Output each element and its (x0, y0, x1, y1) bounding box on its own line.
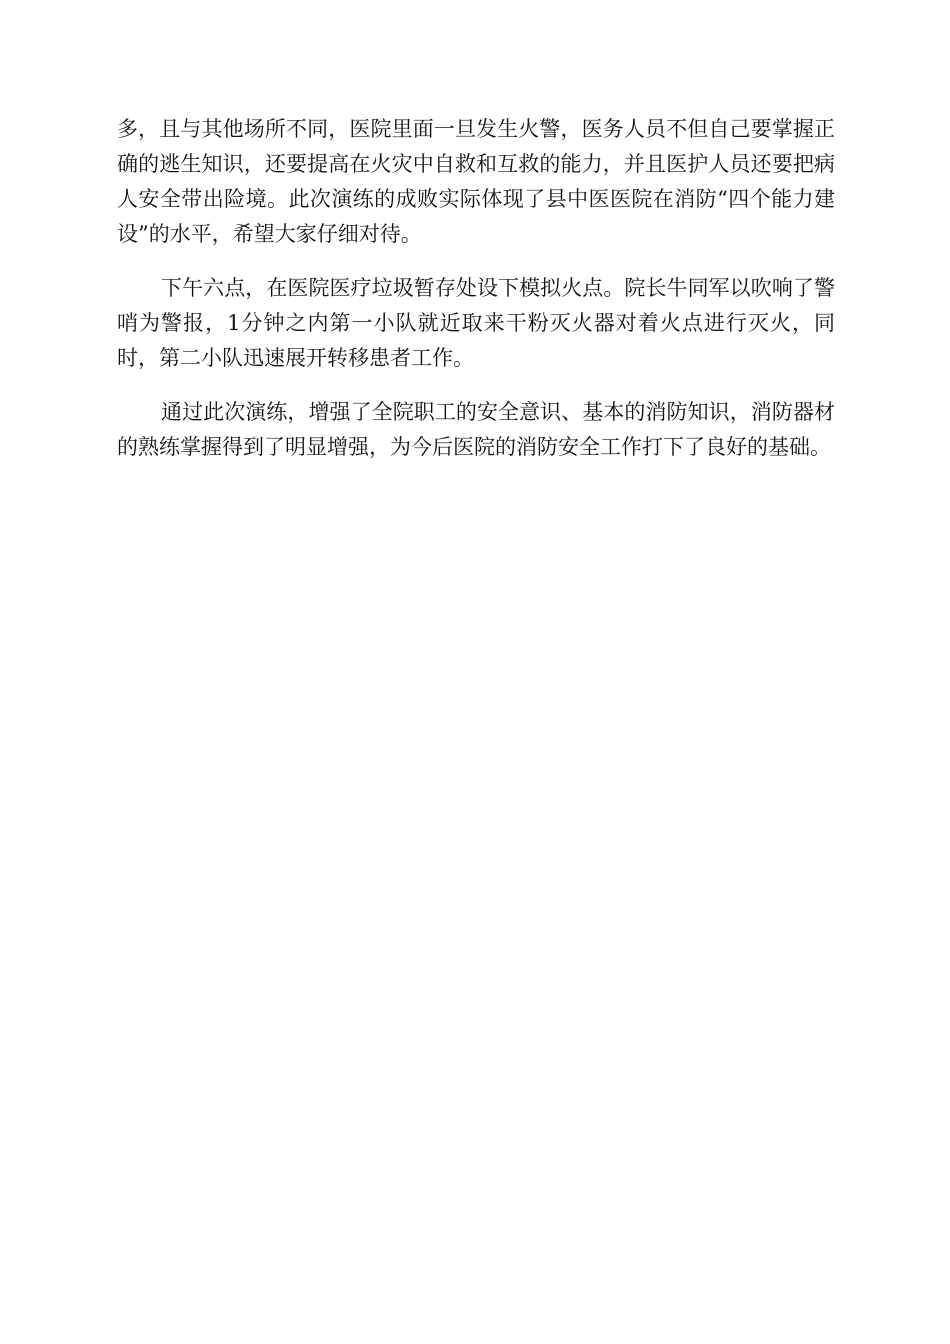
paragraph-conclusion: 通过此次演练，增强了全院职工的安全意识、基本的消防知识，消防器材的熟练掌握得到了明显增强，为今后医院的消防安全工作打下了良好的基础。 (117, 400, 835, 459)
document-body (117, 112, 835, 484)
paragraph-continuation: 多，且与其他场所不同，医院里面一旦发生火警，医务人员不但自己要掌握正确的逃生知识，还要提高在火灾中自救和互救的能力，并且医护人员还要把病人安全带出险境。此次演练的成败实际体现了县中医医院在消防“四个能力建设”的水平，希望大家仔细对待。 (117, 117, 835, 246)
paragraph-fire-drill: 下午六点，在医院医疗垃圾暂存处设下模拟火点。院长牛同军以吹响了警哨为警报，1分钟之内第一小队就近取来干粉灭火器对着火点进行灭火，同时，第二小队迅速展开转移患者工作。 (117, 276, 835, 370)
